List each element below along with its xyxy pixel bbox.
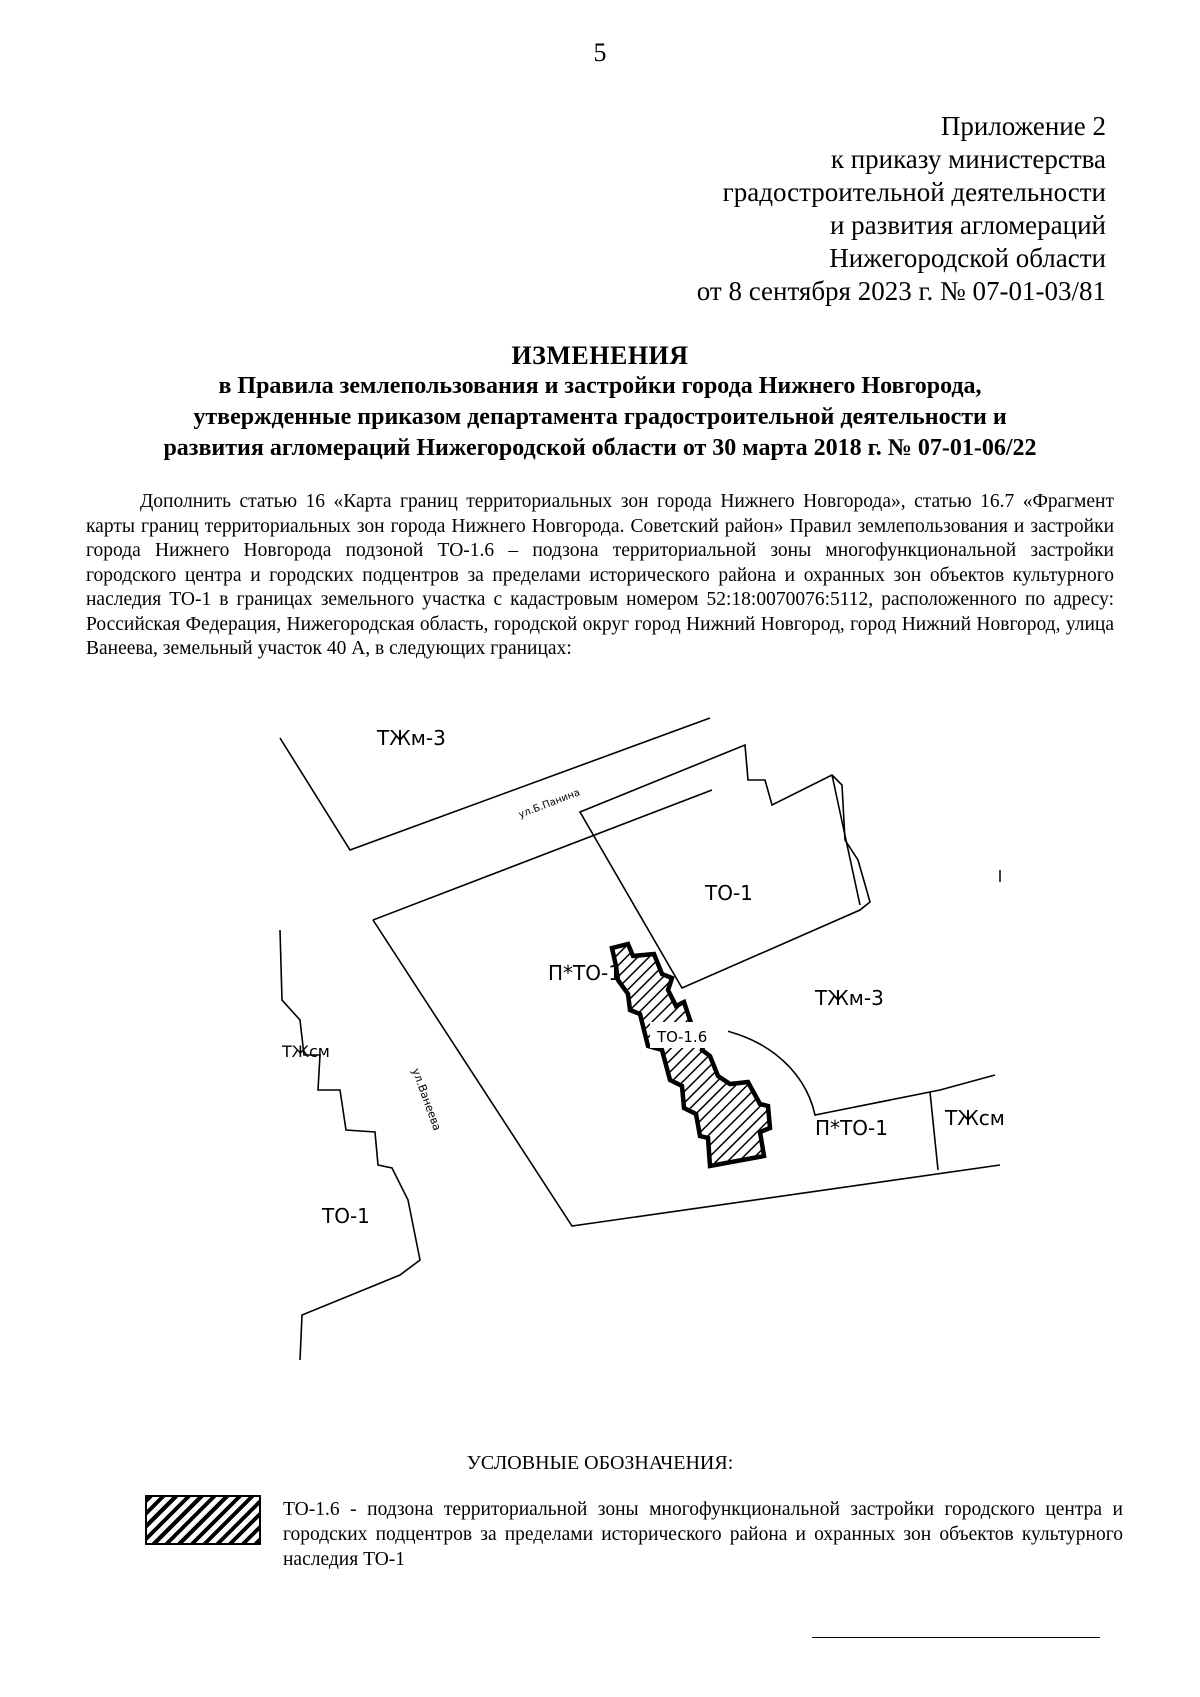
body-paragraph: Дополнить статью 16 «Карта границ территориальных зон города Нижнего Новгорода», статью 16.7 «Фрагмент карты границ территориальных зон города Нижнего Новгорода. Советский район» Правил землепользования и застройки города Нижнего Новгорода подзоной ТО-1.6 – подзона территориальной зоны многофункциональной застройки городского центра и городских подцентров за пределами исторического района и охранных зон объектов культурного наследия ТО-1 в границах земельного участка с кадастровым номером 52:18:0070076:5112, расположенного по адресу: Российская Федерация, Нижегородская область, городской округ город Нижний Новгород, город Нижний Новгород, улица Ванеева, земельный участок 40 А, в следующих границах:	[86, 491, 1114, 659]
hatch-swatch-icon	[145, 1495, 261, 1545]
appendix-line: Приложение 2	[940, 111, 1106, 141]
title-line: в Правила землепользования и застройки города Нижнего Новгорода,	[218, 373, 982, 399]
to16-parcel	[612, 944, 770, 1166]
boundary-line	[280, 930, 420, 1360]
appendix-line: от 8 сентября 2023 г. № 07-01-03/81	[696, 276, 1106, 306]
appendix-line: и развития агломераций	[829, 210, 1106, 240]
title-main: ИЗМЕНЕНИЯ	[511, 341, 689, 370]
boundary-line	[280, 718, 710, 850]
boundary-line	[832, 775, 860, 905]
appendix-header	[697, 110, 1106, 308]
zoning-map	[0, 700, 1200, 1420]
zone-label-to16: ТО-1.6	[657, 1028, 708, 1046]
zone-label-pto1-lower: П*ТО-1	[815, 1116, 888, 1140]
zone-label-tzhm3-right: ТЖм-3	[815, 986, 884, 1010]
zone-label-pto1-upper: П*ТО-1	[548, 961, 621, 985]
page-number: 5	[593, 38, 607, 67]
title-line: развития агломераций Нижегородской области от 30 марта 2018 г. № 07-01-06/22	[163, 435, 1037, 461]
zone-label-to1-top: ТО-1	[705, 881, 753, 905]
title-line: утвержденные приказом департамента градостроительной деятельности и	[193, 404, 1007, 430]
zone-label-to1-left: ТО-1	[322, 1204, 370, 1228]
document-title	[0, 340, 1200, 464]
zone-label-tzhsm-left: ТЖсм	[282, 1042, 330, 1061]
zone-label-tzhsm-right: ТЖсм	[945, 1106, 1005, 1130]
street-label-vaneeva: ул.Ванеева	[409, 1066, 444, 1133]
legend-item	[145, 1495, 1125, 1575]
appendix-line: к приказу министерства	[830, 144, 1106, 174]
appendix-line: градостроительной деятельности	[722, 177, 1106, 207]
footer-divider	[812, 1637, 1100, 1638]
street-label-panina: ул.Б.Панина	[517, 787, 582, 821]
zone-label-tzhm3-top: ТЖм-3	[377, 726, 446, 750]
legend-description: ТО-1.6 - подзона территориальной зоны многофункциональной застройки городского центра и городских подцентров за пределами исторического района и охранных зон объектов культурного наследия ТО-1	[283, 1499, 1123, 1570]
legend-heading: УСЛОВНЫЕ ОБОЗНАЧЕНИЯ:	[466, 1452, 734, 1474]
appendix-line: Нижегородской области	[829, 243, 1106, 273]
boundary-line	[930, 1092, 938, 1170]
